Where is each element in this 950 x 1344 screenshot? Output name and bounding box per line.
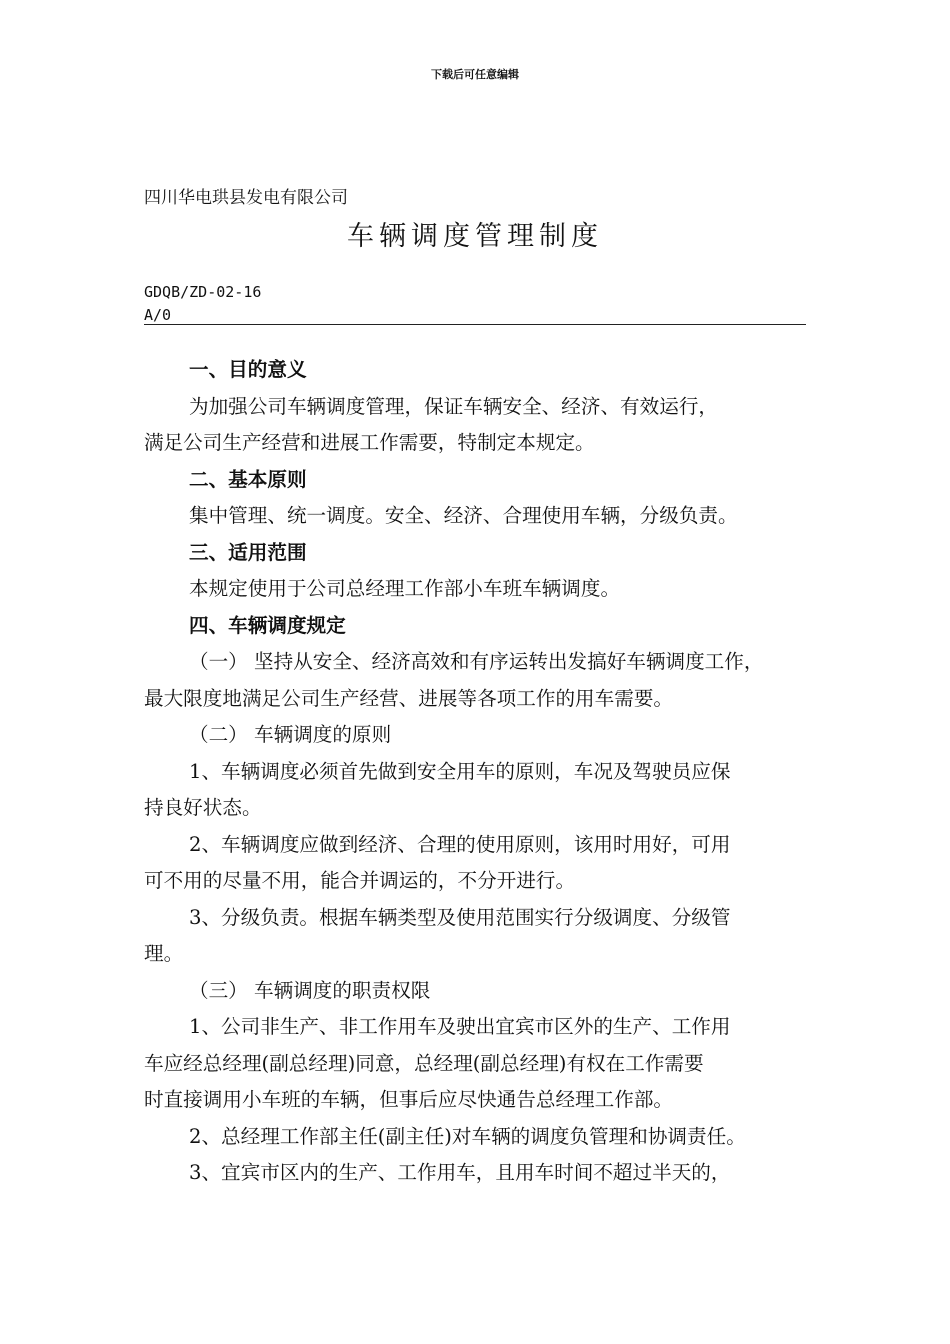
subsection-heading: （二） 车辆调度的原则	[189, 723, 392, 746]
paragraph-line: 为加强公司车辆调度管理，保证车辆安全、经济、有效运行，	[189, 394, 719, 418]
paragraph-line: 2、车辆调度应做到经济、合理的使用原则，该用时用好，可用	[189, 832, 731, 856]
section-heading-purpose: 一、目的意义	[189, 358, 307, 381]
paragraph-line: 集中管理、统一调度。安全、经济、合理使用车辆，分级负责。	[189, 504, 738, 527]
section-heading-principles: 二、基本原则	[189, 467, 307, 491]
paragraph-line: 3、宜宾市区内的生产、工作用车，且用车时间不超过半天的，	[189, 1161, 731, 1184]
document-code: GDQB/ZD-02-16	[144, 283, 262, 301]
paragraph-line: 最大限度地满足公司生产经营、进展等各项工作的用车需要。	[144, 686, 674, 710]
subsection-heading: （三） 车辆调度的职责权限	[189, 978, 431, 1002]
header-divider	[144, 324, 806, 325]
paragraph-line: 时直接调用小车班的车辆，但事后应尽快通告总经理工作部。	[144, 1088, 674, 1111]
document-title: 车辆调度管理制度	[347, 221, 603, 252]
paragraph-line: 满足公司生产经营和进展工作需要，特制定本规定。	[144, 431, 595, 454]
paragraph-line: 2、总经理工作部主任(副主任)对车辆的调度负管理和协调责任。	[189, 1124, 746, 1148]
section-heading-scope: 三、适用范围	[189, 540, 307, 564]
paragraph-line: 3、分级负责。根据车辆类型及使用范围实行分级调度、分级管	[189, 905, 731, 929]
paragraph-line: 可不用的尽量不用，能合并调运的，不分开进行。	[144, 869, 576, 892]
paragraph-line: 理。	[144, 942, 184, 965]
paragraph-line: （一） 坚持从安全、经济高效和有序运转出发搞好车辆调度工作，	[189, 650, 764, 673]
paragraph-line: 车应经总经理(副总经理)同意，总经理(副总经理)有权在工作需要	[144, 1051, 704, 1075]
paragraph-line: 1、公司非生产、非工作用车及驶出宜宾市区外的生产、工作用	[189, 1015, 731, 1038]
company-name: 四川华电珙县发电有限公司	[144, 188, 348, 208]
paragraph-line: 持良好状态。	[144, 796, 262, 819]
page-header-note: 下载后可任意编辑	[431, 68, 519, 81]
paragraph-line: 1、车辆调度必须首先做到安全用车的原则，车况及驾驶员应保	[189, 759, 731, 783]
paragraph-line: 本规定使用于公司总经理工作部小车班车辆调度。	[189, 577, 621, 600]
document-body	[144, 352, 808, 1192]
document-version: A/0	[144, 306, 172, 324]
section-heading-rules: 四、车辆调度规定	[189, 613, 346, 637]
document-code-block	[144, 281, 261, 327]
